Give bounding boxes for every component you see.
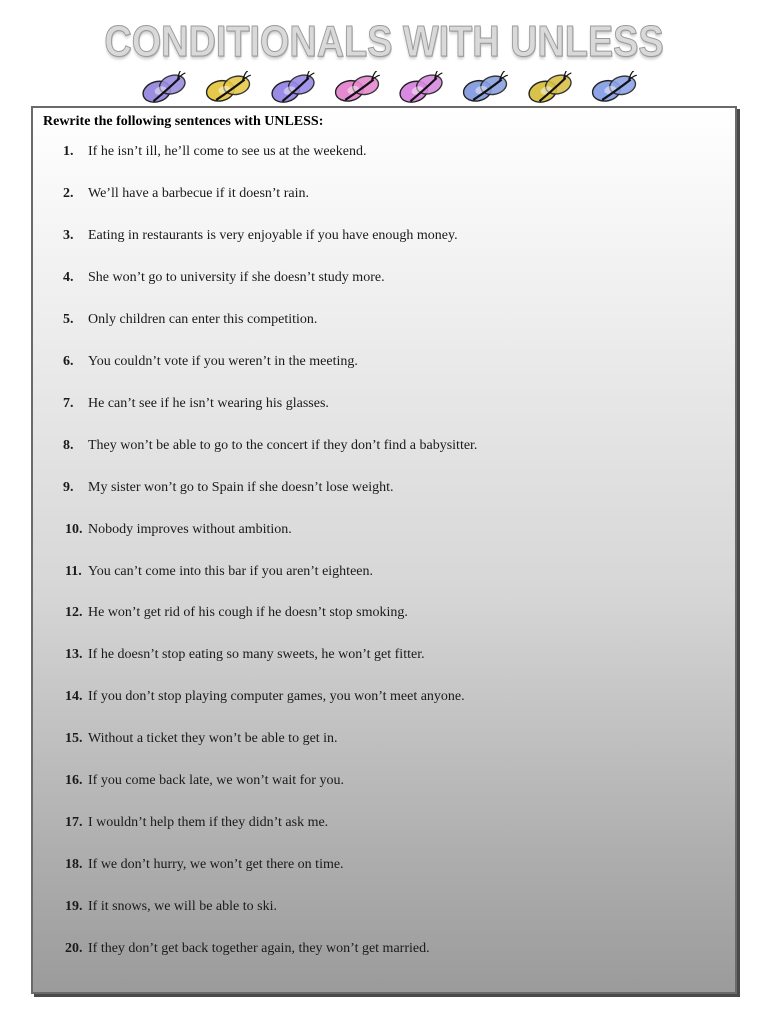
exercise-sentence: My sister won’t go to Spain if she doesn’t lose weight. [88,479,394,495]
exercise-sentence: You can’t come into this bar if you aren’t eighteen. [88,563,373,579]
exercise-sentence: If you come back late, we won’t wait for you. [88,773,344,789]
exercise-sentence: If he doesn’t stop eating so many sweets, he won’t get fitter. [88,647,425,663]
exercise-sentence: She won’t go to university if she doesn’t study more. [88,269,385,285]
exercise-number: 3. [63,227,74,243]
exercise-number: 10. [65,521,83,537]
exercise-number: 6. [63,353,74,369]
exercise-number: 15. [65,731,83,747]
butterfly-decoration-row [140,68,640,108]
exercise-sentence: He can’t see if he isn’t wearing his glasses. [88,395,329,411]
butterfly-icon [461,71,511,105]
exercise-number: 14. [65,689,83,705]
exercise-sentence: Eating in restaurants is very enjoyable if you have enough money. [88,227,458,243]
exercise-number: 19. [65,899,83,915]
exercise-sentence: He won’t get rid of his cough if he doesn’t stop smoking. [88,605,408,621]
butterfly-icon [204,71,254,105]
exercise-number: 16. [65,773,83,789]
butterfly-icon [590,71,640,105]
exercise-number: 5. [63,311,74,327]
butterfly-icon [333,71,383,105]
exercise-number: 1. [63,144,74,159]
exercise-sentence: Nobody improves without ambition. [88,521,292,537]
exercise-sentence: Without a ticket they won’t be able to get in. [88,731,338,747]
exercise-number: 9. [63,479,74,495]
exercise-number: 17. [65,815,83,831]
exercise-sentence: If you don’t stop playing computer games, you won’t meet anyone. [88,689,465,705]
exercise-number: 7. [63,395,74,411]
exercise-number: 8. [63,437,74,453]
exercise-number: 20. [65,941,83,957]
exercise-sentence: We’ll have a barbecue if it doesn’t rain. [88,185,309,201]
exercise-number: 12. [65,605,83,621]
exercise-sentence: If he isn’t ill, he’ll come to see us at the weekend. [88,144,367,159]
exercise-sentence: You couldn’t vote if you weren’t in the meeting. [88,353,358,369]
instruction-text: Rewrite the following sentences with UNLESS: [43,114,324,129]
butterfly-icon [397,71,447,105]
exercise-sentence: They won’t be able to go to the concert if they don’t find a babysitter. [88,437,478,453]
worksheet-title: CONDITIONALS WITH UNLESS [104,17,664,66]
butterfly-icon [140,71,190,105]
butterfly-icon [269,71,319,105]
exercise-sentence: I wouldn’t help them if they didn’t ask me. [88,815,329,831]
exercise-number: 11. [65,563,82,579]
butterfly-icon [526,71,576,105]
exercise-number: 4. [63,269,74,285]
exercise-sentence: If it snows, we will be able to ski. [88,899,277,915]
exercise-panel [31,106,737,994]
exercise-sentence: If we don’t hurry, we won’t get there on time. [88,857,344,873]
exercise-number: 13. [65,647,83,663]
exercise-sentence: If they don’t get back together again, they won’t get married. [88,941,430,957]
exercise-number: 18. [65,857,83,873]
exercise-number: 2. [63,185,74,201]
exercise-sentence: Only children can enter this competition. [88,311,318,327]
